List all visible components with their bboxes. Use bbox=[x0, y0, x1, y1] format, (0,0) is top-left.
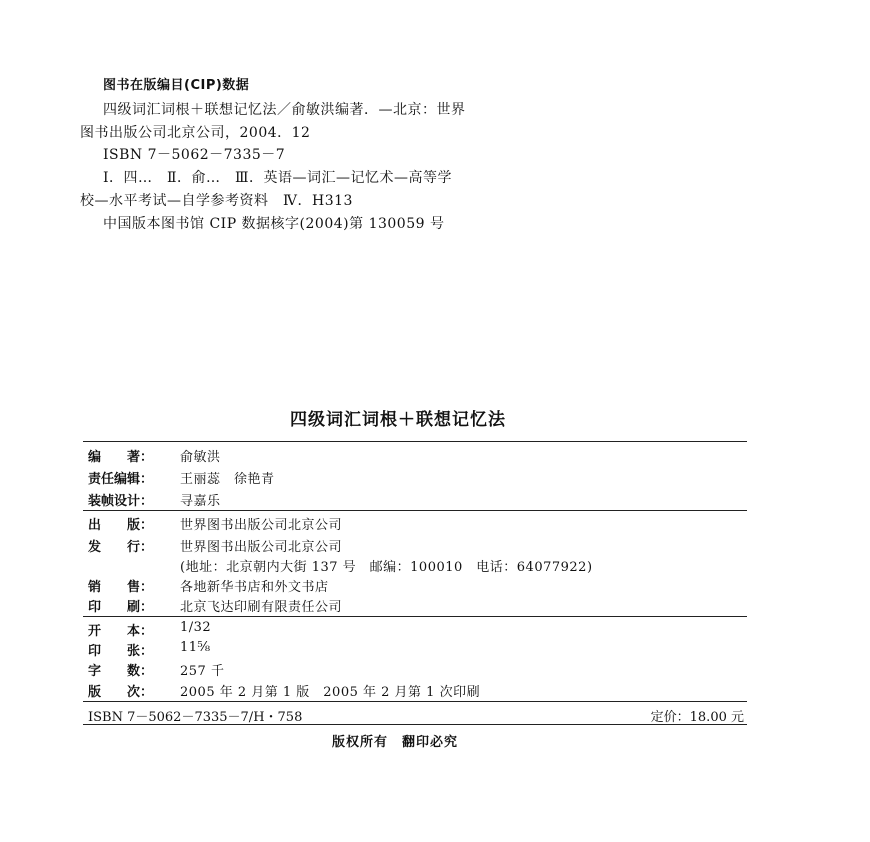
cip-line-title: 四级词汇词根＋联想记忆法／俞敏洪编著．—北京：世界 bbox=[103, 102, 466, 118]
cip-line-classification: 校—水平考试—自学参考资料 Ⅳ．H313 bbox=[80, 193, 353, 209]
cip-line-subjects: Ⅰ．四… Ⅱ．俞… Ⅲ．英语—词汇—记忆术—高等学 bbox=[103, 170, 453, 186]
book-title: 四级词汇词根＋联想记忆法 bbox=[290, 410, 506, 430]
cip-line-isbn: ISBN 7－5062－7335－7 bbox=[103, 147, 286, 163]
divider-specs bbox=[83, 701, 747, 702]
cip-line-record-number: 中国版本图书馆 CIP 数据核字(2004)第 130059 号 bbox=[103, 216, 445, 232]
cip-line-publisher: 图书出版公司北京公司，2004．12 bbox=[80, 125, 311, 141]
isbn-full: ISBN 7－5062－7335－7/H・758 bbox=[88, 710, 303, 725]
copyright-notice: 版权所有 翻印必究 bbox=[332, 735, 459, 750]
cip-heading: 图书在版编目(CIP)数据 bbox=[103, 78, 250, 93]
divider-credits bbox=[83, 510, 747, 511]
divider-top bbox=[83, 441, 747, 442]
price: 定价：18.00 元 bbox=[650, 710, 744, 725]
divider-bottom bbox=[83, 724, 747, 725]
divider-publishing bbox=[83, 616, 747, 617]
